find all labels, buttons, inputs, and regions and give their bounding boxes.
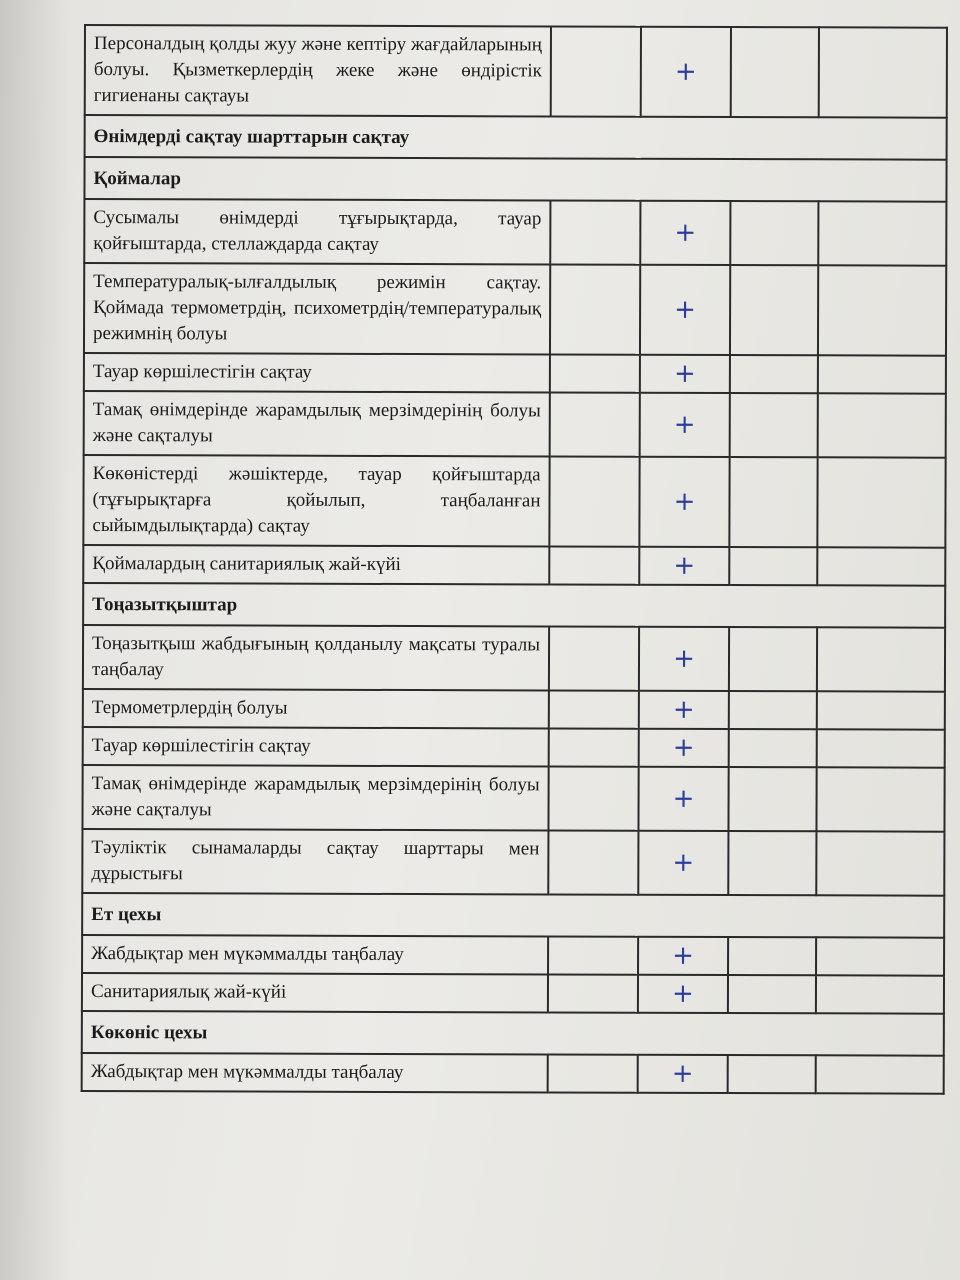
checklist-form	[81, 24, 946, 1095]
criterion-text: Тоңазытқыш жабдығының қолданылу мақсаты туралы таңбалау	[83, 625, 549, 690]
check-mark: +	[639, 691, 729, 729]
checklist-row	[83, 727, 945, 768]
empty-cell	[729, 547, 817, 585]
empty-cell	[550, 200, 640, 264]
empty-cell	[729, 457, 817, 547]
section-heading: Тоңазытқыштар	[83, 583, 945, 628]
empty-cell	[816, 767, 944, 831]
empty-cell	[816, 1055, 944, 1093]
empty-cell	[548, 974, 638, 1012]
empty-cell	[548, 936, 638, 974]
empty-cell	[729, 691, 817, 729]
criterion-text: Жабдықтар мен мүкәммалды таңбалау	[82, 935, 548, 974]
check-mark: +	[638, 767, 728, 831]
criterion-text: Сусымалы өнімдерді тұғырықтарда, тауар қойғыштарда, стеллаждарда сақтау	[84, 199, 550, 264]
checklist-row	[82, 973, 944, 1014]
empty-cell	[550, 264, 640, 354]
empty-cell	[729, 627, 817, 691]
page-shadow	[0, 0, 70, 1280]
checklist-row	[84, 199, 946, 266]
empty-cell	[817, 691, 945, 729]
empty-cell	[549, 728, 639, 766]
check-mark: +	[638, 1055, 728, 1093]
empty-cell	[549, 626, 639, 690]
check-mark: +	[640, 393, 730, 457]
empty-cell	[728, 831, 816, 895]
checklist-row	[82, 829, 944, 896]
empty-cell	[818, 265, 946, 355]
criterion-text: Көкөністерді жәшіктерде, тауар қойғыштарда (тұғырықтарға қойылып, таңбаланған сыйымдылықтарда) сақтау	[83, 455, 549, 546]
checklist-row	[82, 765, 944, 832]
check-mark: +	[640, 201, 730, 265]
check-mark: +	[638, 831, 728, 895]
check-mark: +	[640, 265, 730, 355]
empty-cell	[817, 457, 945, 547]
check-mark: +	[638, 975, 728, 1013]
empty-cell	[728, 767, 816, 831]
check-mark: +	[639, 457, 729, 547]
empty-cell	[731, 27, 819, 117]
checklist-row	[84, 263, 946, 356]
section-heading: Қоймалар	[84, 157, 946, 202]
empty-cell	[819, 27, 947, 117]
empty-cell	[818, 355, 946, 393]
checklist-table	[81, 24, 948, 1095]
criterion-text: Тамақ өнімдерінде жарамдылық мерзімдерінің болуы және сақталуы	[82, 765, 548, 830]
check-mark: +	[641, 27, 731, 117]
section-row	[83, 583, 945, 628]
criterion-text: Жабдықтар мен мүкәммалды таңбалау	[82, 1053, 548, 1092]
empty-cell	[730, 265, 818, 355]
checklist-row	[83, 545, 945, 586]
section-heading: Көкөніс цехы	[82, 1011, 944, 1056]
check-mark: +	[639, 627, 729, 691]
checklist-row	[82, 1053, 944, 1094]
empty-cell	[549, 546, 639, 584]
empty-cell	[548, 1054, 638, 1092]
checklist-row	[84, 391, 946, 458]
section-row	[82, 893, 944, 938]
empty-cell	[728, 975, 816, 1013]
check-mark: +	[638, 937, 728, 975]
check-mark: +	[640, 355, 730, 393]
empty-cell	[816, 975, 944, 1013]
checklist-row	[83, 625, 945, 692]
empty-cell	[817, 627, 945, 691]
empty-cell	[818, 393, 946, 457]
empty-cell	[551, 26, 641, 116]
criterion-text: Тәуліктік сынамаларды сақтау шарттары мен дұрыстығы	[82, 829, 548, 894]
section-row	[85, 115, 947, 160]
criterion-text: Тауар көршілестігін сақтау	[83, 727, 549, 766]
section-heading: Өнімдерді сақтау шарттарын сақтау	[85, 115, 947, 160]
criterion-text: Тамақ өнімдерінде жарамдылық мерзімдерінің болуы және сақталуы	[84, 391, 550, 456]
empty-cell	[550, 392, 640, 456]
empty-cell	[728, 1055, 816, 1093]
section-row	[84, 157, 946, 202]
empty-cell	[549, 690, 639, 728]
empty-cell	[816, 831, 944, 895]
checklist-body	[82, 25, 947, 1094]
empty-cell	[817, 729, 945, 767]
empty-cell	[816, 937, 944, 975]
checklist-row	[84, 353, 946, 394]
checklist-row	[82, 935, 944, 976]
empty-cell	[818, 201, 946, 265]
criterion-text: Термометрлердің болуы	[83, 689, 549, 728]
empty-cell	[728, 937, 816, 975]
criterion-text: Персоналдың қолды жуу және кептіру жағдайларының болуы. Қызметкерлердің жеке және өндірістік гигиенаны сақтауы	[85, 25, 551, 116]
checklist-row	[85, 25, 947, 118]
empty-cell	[550, 354, 640, 392]
section-heading: Ет цехы	[82, 893, 944, 938]
empty-cell	[729, 729, 817, 767]
section-row	[82, 1011, 944, 1056]
empty-cell	[730, 201, 818, 265]
checklist-row	[83, 455, 945, 548]
criterion-text: Тауар көршілестігін сақтау	[84, 353, 550, 392]
criterion-text: Санитариялық жай-күйі	[82, 973, 548, 1012]
criterion-text: Қоймалардың санитариялық жай-күйі	[83, 545, 549, 584]
empty-cell	[730, 355, 818, 393]
empty-cell	[730, 393, 818, 457]
empty-cell	[548, 830, 638, 894]
empty-cell	[549, 456, 639, 546]
checklist-row	[83, 689, 945, 730]
empty-cell	[817, 547, 945, 585]
criterion-text: Температуралық-ылғалдылық режимін сақтау. Қоймада термометрдің, психометрдің/температуралық режимнің болуы	[84, 263, 550, 354]
check-mark: +	[639, 729, 729, 767]
check-mark: +	[639, 547, 729, 585]
empty-cell	[548, 766, 638, 830]
